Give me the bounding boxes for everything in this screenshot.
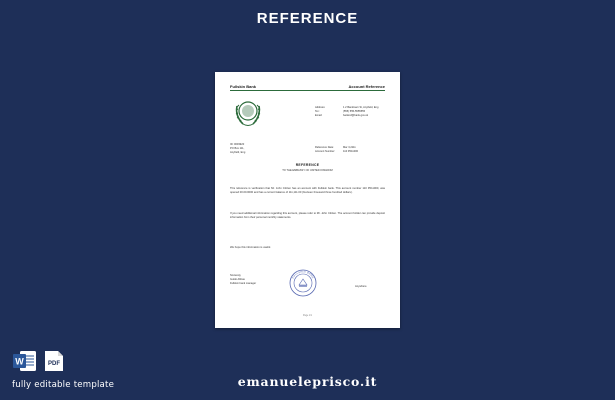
bank-info-line: Anyfield, Eng	[230, 151, 246, 154]
reference-values	[343, 146, 358, 154]
address-labels	[315, 106, 325, 118]
closing-salutation: Sincerely,	[230, 274, 242, 277]
file-format-icons	[13, 350, 73, 374]
signature-block	[230, 274, 256, 286]
page-number: Page 1/1	[302, 315, 313, 317]
document-heading: REFERENCE	[295, 163, 320, 167]
template-tagline: fully editable template	[12, 380, 115, 390]
account-number-value: 110 P011000	[343, 150, 359, 153]
website-name: emanueleprisco.it	[237, 374, 378, 389]
document-subheading: TO THE EMBASSY OF UNITED KINGDOM	[282, 169, 333, 172]
bank-name: Fullskin Bank	[230, 84, 257, 89]
tel-label: Tel.:	[315, 110, 320, 113]
signer-title: Fullskin bank manager	[230, 282, 257, 285]
signing-place: Anywhere	[355, 285, 367, 288]
pdf-file-icon	[43, 350, 65, 372]
reference-date-value: Mar 3,2111	[343, 146, 356, 149]
document-type: Account Reference	[348, 84, 385, 89]
reference-labels	[315, 146, 335, 154]
address-value: 1 2 Banktown St, Anyfield, Eng	[343, 106, 379, 109]
email-label: Email:	[315, 114, 323, 117]
paragraph-closing-note: We hope this information is useful.	[230, 246, 272, 249]
svg-text:FULLSKIN BANK: FULLSKIN BANK	[291, 270, 315, 280]
address-label: Address:	[315, 106, 326, 109]
email-value: bankref@bank.gov.uk	[343, 114, 369, 117]
word-file-icon	[13, 350, 37, 372]
page-title: REFERENCE	[256, 10, 359, 27]
paragraph-verification: This reference is verification that Mr. John Citizen has an account with Fullskin bank. This account number 110 P011000, was opened 00.00.0000 and has a current balance of 111,111.00 (fourteen thousand three hundred dollars).	[230, 187, 385, 195]
svg-text:W: W	[15, 356, 24, 367]
svg-text:PDF: PDF	[48, 361, 60, 367]
paragraph-additional-info: If you need additional information regarding this account, please refer to Mr. John Citizen. The account holder can provide deposit information from their personal monthly statements.	[230, 212, 385, 220]
signer-name: Guido Abbas	[230, 278, 245, 281]
header-divider	[230, 90, 385, 91]
tel-value: (555) 555-5555555	[343, 110, 366, 113]
account-number-label: Account Number:	[315, 150, 336, 153]
address-values	[343, 106, 378, 118]
bank-info-line: PO Box 111,	[230, 147, 245, 150]
reference-date-label: Reference Date:	[315, 146, 334, 149]
document-preview	[215, 72, 400, 328]
bank-stamp-icon	[289, 269, 317, 297]
bank-info-line: ID: 0003920	[230, 143, 245, 146]
bank-laurel-logo-icon	[231, 96, 265, 130]
bank-info	[230, 143, 245, 155]
